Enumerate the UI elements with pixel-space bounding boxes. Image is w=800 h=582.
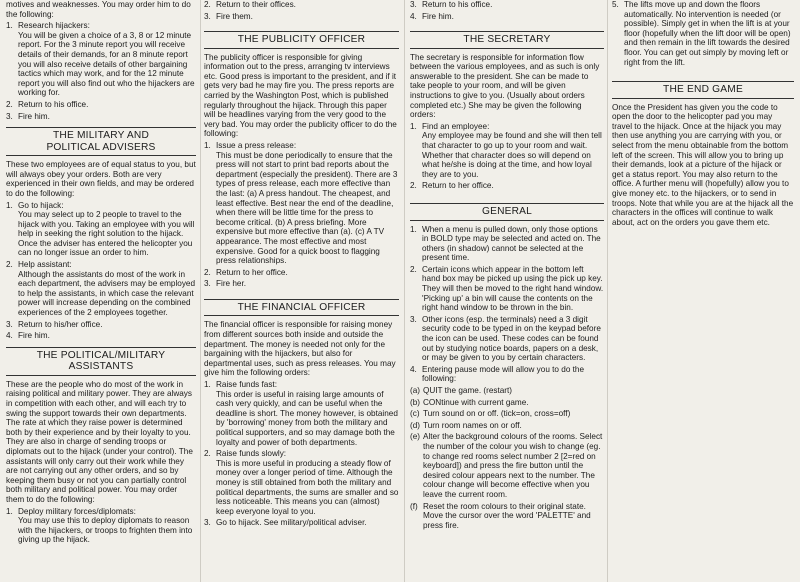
list-item: 1. Issue a press release: This must be done periodically to ensure that the press will not start to print bad reports about the department (especially the president). There are 3 types of press release, each more effective than the last: (a) A press handout. The cheapest, and least effective. Best near the end of the deadline, when there will be little time for the press to become critical. (b) A press briefing. More expensive but more effective than (a). (c) A TV appearance. The most effective and most expensive. Good for a quick boost to flagging press relationships.: [204, 141, 398, 266]
list-item: (e) Alter the background colours of the rooms. Select the number of the colour you wish to change (eg. to change red rooms select number 2 [2=red on keyboard]) and press the fire button until the desired colour appears next to the number. The colour change will become effective when you leave the current room.: [410, 432, 603, 499]
list-item: 4. Fire him.: [410, 11, 454, 21]
assistants-orders: [6, 507, 196, 545]
military-advisers-heading: THE MILITARY AND POLITICAL ADVISERS: [6, 127, 196, 156]
list-item: 1. When a menu is pulled down, only those options in BOLD type may be selected and acted on. The others (in shadow) cannot be selected at the present time.: [410, 224, 601, 263]
list-item: (f) Reset the room colours to their original state. Move the cursor over the word 'PALETTE' and press fire.: [410, 501, 591, 530]
list-item: 4. Fire him.: [6, 331, 50, 341]
military-advisers-orders: [6, 201, 196, 341]
list-item: 3. Go to hijack. See military/political adviser.: [204, 518, 367, 528]
list-item: (a) QUIT the game. (restart): [410, 386, 513, 395]
list-item: 1. Deploy military forces/diplomats: You may use this to deploy diplomats to reason with the hijackers, or troops to frighten them into giving up the hijack.: [6, 506, 193, 545]
list-item: 2. Certain icons which appear in the bottom left hand box may be picked up using the pick up key. They will then be moved to the right hand window. 'Picking up' a bin will cause the contents on the right hand window to be thrown in the bin.: [410, 264, 604, 313]
list-item: 1. Go to hijack: You may select up to 2 people to travel to the hijack with you. Taking an employee with you will help in seeking the right solution to the hijack. Once the adviser has entered the helicopter you can no longer issue an order to him.: [6, 200, 195, 258]
military-advisers-intro: These two employees are of equal status to you, but will always obey your orders. Both are very experienced in their own fields, and may be ordered to do the following:: [6, 160, 196, 198]
column-2: [204, 0, 399, 530]
assistants-body: These are the people who do most of the work in raising political and military power. They are always in competition with each other, and will each try to swing the support towards their own departments. The rate at which they raise power is determined both by their experience and by their loyalty to you. They are also in charge of sending troops or diplomats out to the hijack (under your control). The assistants will only carry out their work while they are not carrying out any other orders, and so by keeping them busy or not you can partially control both military and political power. You may order them to do the following:: [6, 379, 193, 504]
assistants-heading: THE POLITICAL/MILITARY ASSISTANTS: [6, 347, 196, 376]
list-item: 2. Return to her office.: [410, 181, 494, 191]
list-item: 3. Fire her.: [204, 279, 247, 289]
financial-officer-orders-cont: [410, 0, 604, 21]
financial-officer-orders: [204, 380, 399, 528]
researcher-intro: motives and weaknesses. You may order him to do the following:: [6, 0, 191, 19]
list-item: (b) CONtinue with current game.: [410, 397, 529, 407]
column-divider: [404, 0, 405, 582]
column-3: [410, 0, 604, 532]
column-4: [612, 0, 794, 229]
general-notes: [410, 225, 604, 385]
end-game-heading: THE END GAME: [612, 81, 794, 99]
financial-officer-intro: The financial officer is responsible for raising money from different sources both inside and outside the department. The money is needed not only for the bargaining with the hijackers, but also for departmental uses, such as press releases. You may give him the following orders:: [204, 320, 396, 378]
list-item: 3. Other icons (esp. the terminals) need a 3 digit security code to be typed in on the keypad before the icon can be used. These codes can be found out by studying notice boards, papers on a desk, or may be given to you by certain characters.: [410, 314, 601, 363]
list-item: (c) Turn sound on or off. (tick=on, cross=off): [410, 409, 571, 419]
list-item: 4. Entering pause mode will allow you to do the following:: [410, 364, 585, 384]
list-item: 3. Fire him.: [6, 111, 50, 121]
column-1: [6, 0, 196, 547]
pause-options: [410, 386, 604, 530]
list-item: 2. Return to his office.: [6, 99, 89, 109]
researcher-orders: [6, 21, 196, 121]
general-heading: GENERAL: [410, 203, 604, 221]
publicity-officer-intro: The publicity officer is responsible for giving information out to the press, arranging tv interviews etc. Good press is important to the president, and if it gets very bad he may fire you. The press reports are carried by the Washington Post, which is published regularly throughout the hijack. Through this paper will be headlines varying from the very good to the very bad. You may order the publicity officer to do the following:: [204, 52, 397, 139]
list-item: 3. Return to his/her office.: [6, 319, 103, 329]
secretary-intro: The secretary is responsible for information flow between the various employees, and as such is only answerable to the president. She can be made to take people to your room, and will be given instructions to give to you. (Usually about orders completed etc.) She may be given the following orders:: [410, 52, 600, 120]
list-item: (d) Turn room names on or off.: [410, 420, 522, 430]
secretary-heading: THE SECRETARY: [410, 31, 604, 49]
secretary-orders: [410, 122, 604, 191]
list-item: 1. Find an employee: Any employee may be found and she will then tell that character to go up to your room and wait. Whether that character does so will depend on what he/she is doing at the time, and how loyal they are to you.: [410, 121, 602, 179]
list-item: 3. Fire them.: [204, 11, 253, 21]
list-item: 2. Help assistant: Although the assistants do most of the work in each department, the advisers may be employed to help the assistants, in which case the relevant power will increase depending on the combined experiences of the 2 employees together.: [6, 260, 196, 318]
list-item: 2. Return to her office.: [204, 267, 288, 277]
list-item: 2. Return to their offices.: [204, 0, 296, 9]
list-item: 1. Research hijackers: You will be given a choice of a 3, 8 or 12 minute report. For the 3 minute report you will receive details of their demands, for an 8 minute report you will also receive details of other bargaining tactics which may work, and for the 12 minute report you will also find out who the hijackers are working for.: [6, 21, 195, 98]
list-item: 2. Raise funds slowly: This is more useful in producing a steady flow of money over a longer period of time. Although the money is still obtained from both the military and political departments, the sums are smaller and so less noticeable. This means you can (almost) keep everyone loyal to you.: [204, 449, 399, 516]
list-item: 3. Return to his office.: [410, 0, 493, 9]
list-item: 1. Raise funds fast: This order is useful in raising large amounts of cash very quickly, and can be useful when the deadline is short. The money however, is obtained by 'borrowing' money from both the military and political supporters, and so may damage both the loyalty and power of both departments.: [204, 380, 398, 447]
assistants-orders-cont: [204, 0, 399, 21]
publicity-officer-orders: [204, 141, 399, 289]
financial-officer-heading: THE FINANCIAL OFFICER: [204, 299, 399, 317]
list-item: 5. The lifts move up and down the floors automatically. No intervention is needed (or possible). Simply get in when the lift is at your floor (hopefully when the lift door will be open) and then remain in the lift towards the desired floor. You can get out simply by moving left or right from the lift.: [612, 0, 791, 67]
column-divider: [200, 0, 201, 582]
end-game-body: Once the President has given you the code to open the door to the helicopter pad you may travel to the hijack. Once at the hijack you may then use anything you are carrying with you, or select from the menu obtainable from the bottom left of the screen. This will allow you to bring up their demands, look at a picture of the hijack or get a status report. You may also return to the office. A further menu will (hopefully) allow you to give money etc. to the hijackers, or to send in troops. Note that while you are at the hijack all the characters in the offices will continue to walk about, act on the orders you gave them etc.: [612, 102, 794, 227]
general-notes-cont: [612, 0, 794, 67]
publicity-officer-heading: THE PUBLICITY OFFICER: [204, 31, 399, 49]
column-divider: [607, 0, 608, 582]
